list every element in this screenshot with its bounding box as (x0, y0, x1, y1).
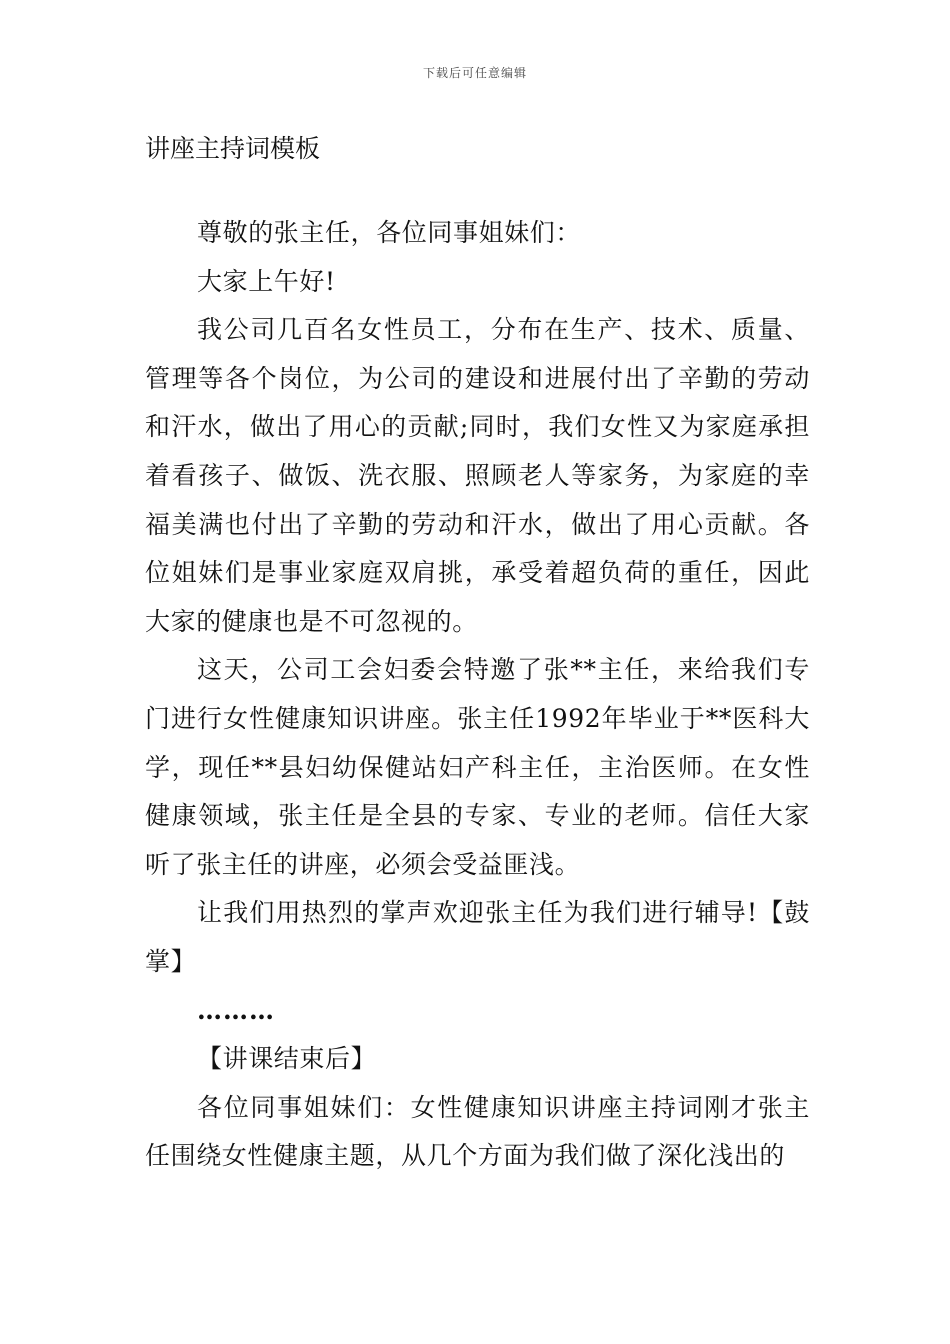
page-header-note: 下载后可任意编辑 (422, 66, 527, 80)
document-body (145, 209, 810, 1181)
paragraph-speaker-intro: 这天，公司工会妇委会特邀了张**主任，来给我们专门进行女性健康知识讲座。张主任1992年毕业于**医科大学，现任**县妇幼保健站妇产科主任，主治医师。在女性健康领域，张主任是全县的专家、专业的老师。信任大家听了张主任的讲座，必须会受益匪浅。 (145, 655, 810, 879)
paragraph-ellipsis: ……… (197, 995, 275, 1025)
paragraph-welcome: 让我们用热烈的掌声欢迎张主任为我们进行辅导!【鼓掌】 (145, 898, 810, 976)
paragraph-intro: 我公司几百名女性员工，分布在生产、技术、质量、管理等各个岗位，为公司的建设和进展付出了辛勤的劳动和汗水，做出了用心的贡献;同时，我们女性又为家庭承担着看孩子、做饭、洗衣服、照顾老人等家务，为家庭的幸福美满也付出了辛勤的劳动和汗水，做出了用心贡献。各位姐妹们是事业家庭双肩挑，承受着超负荷的重任，因此大家的健康也是不可忽视的。 (145, 315, 810, 636)
paragraph-after-lecture: 【讲课结束后】 (197, 1044, 377, 1074)
paragraph-greeting: 尊敬的张主任，各位同事姐妹们： (197, 218, 582, 247)
document-title: 讲座主持词模板 (145, 134, 321, 163)
paragraph-good-morning: 大家上午好! (197, 266, 336, 296)
paragraph-closing: 各位同事姐妹们：女性健康知识讲座主持词刚才张主任围绕女性健康主题，从几个方面为我们做了深化浅出的 (145, 1092, 810, 1171)
